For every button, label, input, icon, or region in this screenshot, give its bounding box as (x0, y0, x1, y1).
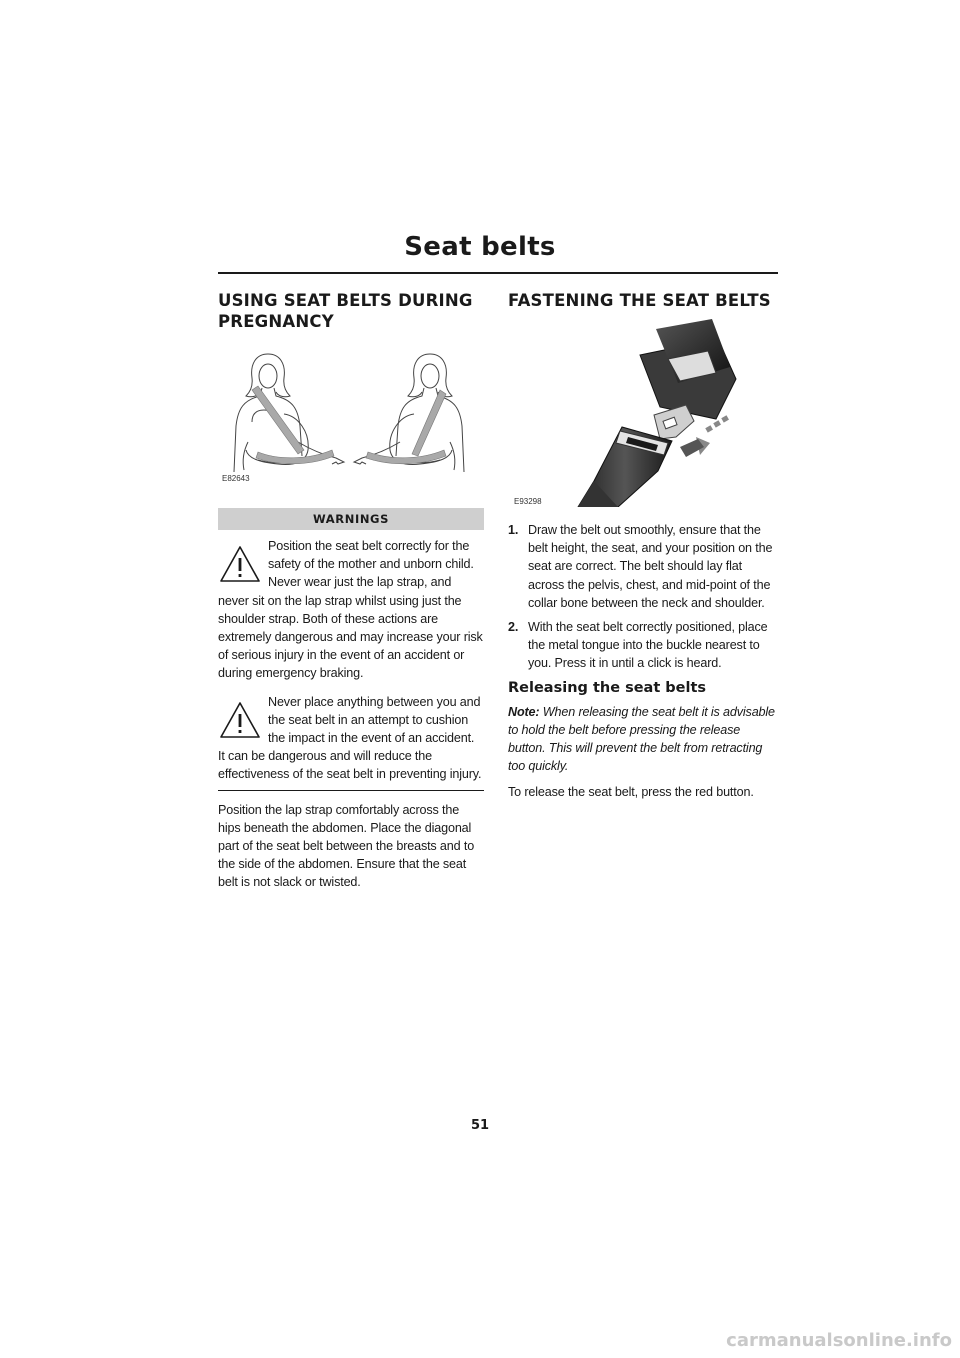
warnings-end-divider (218, 790, 484, 791)
left-column (218, 290, 484, 892)
warning-text: Never place anything between you and the seat belt in an attempt to cushion the impact in the event of an accident. It can be dangerous and will reduce the effectiveness of the seat belt in preventing injury. (218, 694, 482, 782)
warning-triangle-icon (218, 543, 262, 585)
seat-belt-buckle-image (508, 319, 778, 507)
warning-triangle-icon (218, 699, 262, 741)
figure-code: E93298 (514, 497, 542, 506)
page-number: 51 (470, 1118, 490, 1133)
warning-item (218, 693, 484, 784)
page-title: Seat belts (404, 232, 556, 262)
warnings-header: WARNINGS (218, 508, 484, 530)
buckle-illustration (508, 319, 778, 507)
step-number: 2. (508, 620, 519, 635)
release-instruction: To release the seat belt, press the red button. (508, 785, 754, 800)
warning-item (218, 537, 484, 683)
pregnancy-body-text: Position the lap strap comfortably across the hips beneath the abdomen. Place the diagonal part of the seat belt between the breasts and to the side of the abdomen. Ensure that the seat belt is not slack or twisted. (218, 802, 475, 890)
fastening-heading: FASTENING THE SEAT BELTS (508, 291, 771, 310)
step-number: 1. (508, 523, 519, 537)
fastening-steps (508, 521, 778, 673)
pregnancy-illustration (218, 342, 484, 492)
note-label: Note: (508, 704, 540, 719)
pregnancy-heading: USING SEAT BELTS DURING PREGNANCY (218, 291, 473, 331)
title-divider (218, 272, 778, 274)
step-item (508, 521, 778, 612)
step-item (508, 618, 778, 673)
warning-text: Position the seat belt correctly for the safety of the mother and unborn child. Never wear just the lap strap, and never sit on the lap strap whilst using just the shoulder strap. Both of these actions are extremely dangerous and may increase your risk of serious injury in the event of an accident or during emergency braking. (218, 539, 483, 681)
step-text: Draw the belt out smoothly, ensure that the belt height, the seat, and your position on the seat are correct. The belt should lay flat across the pelvis, chest, and mid-point of the collar bone between the neck and shoulder. (528, 523, 773, 610)
watermark: carmanualsonline.info (726, 1330, 952, 1351)
figure-code: E82643 (222, 474, 250, 483)
releasing-subheading: Releasing the seat belts (508, 679, 707, 696)
step-text: With the seat belt correctly positioned, place the metal tongue into the buckle nearest to you. Press it in until a click is heard. (528, 620, 768, 671)
note-text: When releasing the seat belt it is advisable to hold the belt before pressing the release button. This will prevent the belt from retracting too quickly. (508, 704, 775, 774)
warnings-box (218, 508, 484, 791)
right-column (508, 290, 778, 802)
release-note (508, 703, 778, 776)
pregnant-women-seat-belt-image (218, 342, 484, 492)
